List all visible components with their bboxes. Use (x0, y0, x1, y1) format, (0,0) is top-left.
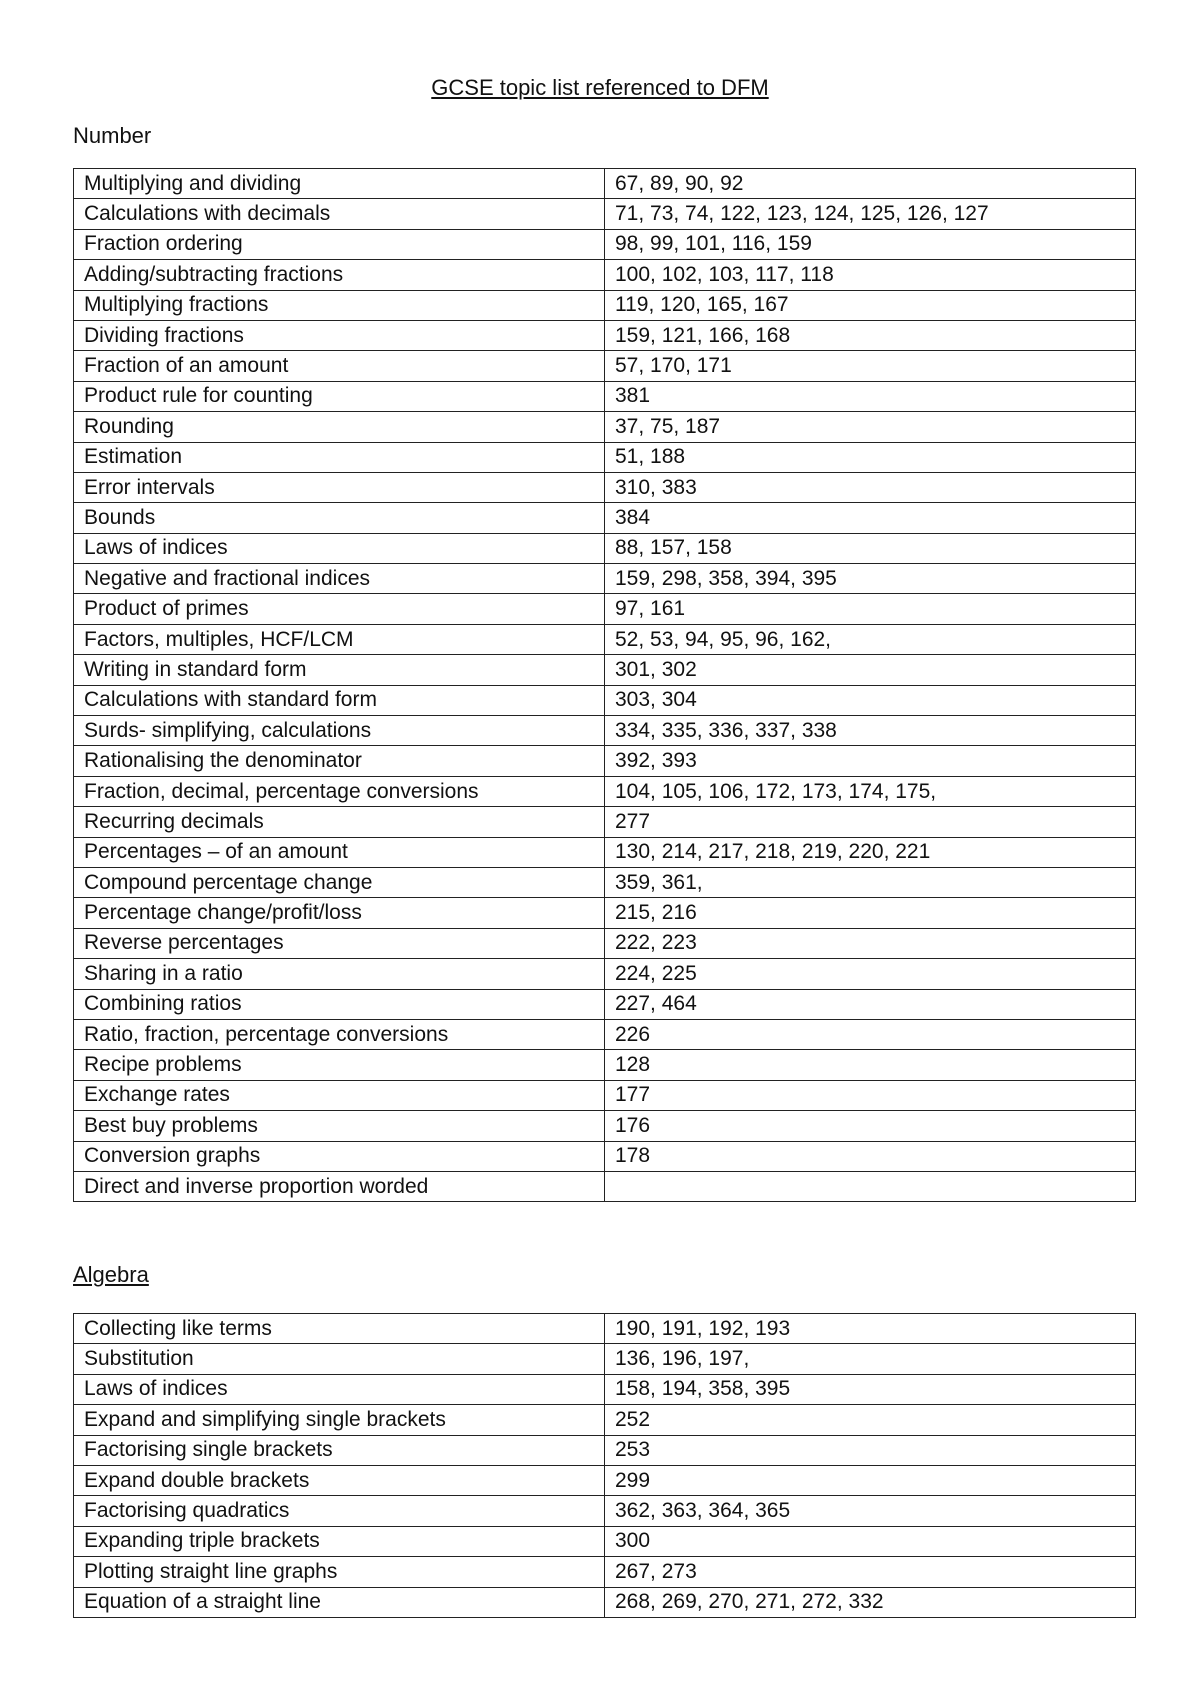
number-table-body (74, 169, 1136, 1202)
algebra-topic-table (73, 1313, 1136, 1618)
reference-cell: 215, 216 (605, 898, 1136, 928)
page-title: GCSE topic list referenced to DFM (431, 75, 769, 100)
topic-cell: Product of primes (74, 594, 605, 624)
table-row (74, 837, 1136, 867)
reference-cell: 52, 53, 94, 95, 96, 162, (605, 624, 1136, 654)
reference-cell: 88, 157, 158 (605, 533, 1136, 563)
table-row (74, 1314, 1136, 1344)
topic-cell: Multiplying and dividing (74, 169, 605, 199)
reference-cell (605, 1171, 1136, 1201)
reference-cell: 267, 273 (605, 1557, 1136, 1587)
topic-cell: Rationalising the denominator (74, 746, 605, 776)
reference-cell: 268, 269, 270, 271, 272, 332 (605, 1587, 1136, 1617)
table-row (74, 1080, 1136, 1110)
table-row (74, 1496, 1136, 1526)
table-row (74, 1050, 1136, 1080)
table-row (74, 594, 1136, 624)
table-row (74, 867, 1136, 897)
reference-cell: 190, 191, 192, 193 (605, 1314, 1136, 1344)
table-row (74, 351, 1136, 381)
topic-cell: Compound percentage change (74, 867, 605, 897)
table-row (74, 1374, 1136, 1404)
reference-cell: 57, 170, 171 (605, 351, 1136, 381)
reference-cell: 128 (605, 1050, 1136, 1080)
topic-cell: Exchange rates (74, 1080, 605, 1110)
reference-cell: 98, 99, 101, 116, 159 (605, 229, 1136, 259)
reference-cell: 51, 188 (605, 442, 1136, 472)
topic-cell: Bounds (74, 503, 605, 533)
topic-cell: Surds- simplifying, calculations (74, 716, 605, 746)
topic-cell: Best buy problems (74, 1111, 605, 1141)
reference-cell: 37, 75, 187 (605, 412, 1136, 442)
table-row (74, 381, 1136, 411)
topic-cell: Fraction of an amount (74, 351, 605, 381)
table-row (74, 746, 1136, 776)
table-row (74, 1587, 1136, 1617)
topic-cell: Direct and inverse proportion worded (74, 1171, 605, 1201)
topic-cell: Laws of indices (74, 533, 605, 563)
topic-cell: Percentages – of an amount (74, 837, 605, 867)
reference-cell: 177 (605, 1080, 1136, 1110)
topic-cell: Fraction ordering (74, 229, 605, 259)
topic-cell: Fraction, decimal, percentage conversions (74, 776, 605, 806)
table-row (74, 1344, 1136, 1374)
reference-cell: 226 (605, 1019, 1136, 1049)
topic-cell: Expand and simplifying single brackets (74, 1405, 605, 1435)
topic-cell: Calculations with decimals (74, 199, 605, 229)
reference-cell: 104, 105, 106, 172, 173, 174, 175, (605, 776, 1136, 806)
table-row (74, 1405, 1136, 1435)
table-row (74, 229, 1136, 259)
table-row (74, 716, 1136, 746)
reference-cell: 303, 304 (605, 685, 1136, 715)
reference-cell: 299 (605, 1465, 1136, 1495)
table-row (74, 199, 1136, 229)
reference-cell: 384 (605, 503, 1136, 533)
topic-cell: Dividing fractions (74, 320, 605, 350)
table-row (74, 1526, 1136, 1556)
topic-cell: Expand double brackets (74, 1465, 605, 1495)
reference-cell: 159, 121, 166, 168 (605, 320, 1136, 350)
topic-cell: Equation of a straight line (74, 1587, 605, 1617)
table-row (74, 807, 1136, 837)
section-heading-algebra: Algebra (73, 1262, 149, 1287)
topic-cell: Error intervals (74, 472, 605, 502)
table-row (74, 1465, 1136, 1495)
table-row (74, 1019, 1136, 1049)
table-row (74, 533, 1136, 563)
table-row (74, 685, 1136, 715)
table-row (74, 655, 1136, 685)
topic-cell: Combining ratios (74, 989, 605, 1019)
table-row (74, 320, 1136, 350)
topic-cell: Percentage change/profit/loss (74, 898, 605, 928)
table-row (74, 1557, 1136, 1587)
topic-cell: Expanding triple brackets (74, 1526, 605, 1556)
reference-cell: 136, 196, 197, (605, 1344, 1136, 1374)
reference-cell: 301, 302 (605, 655, 1136, 685)
table-row (74, 412, 1136, 442)
reference-cell: 100, 102, 103, 117, 118 (605, 260, 1136, 290)
table-row (74, 260, 1136, 290)
reference-cell: 310, 383 (605, 472, 1136, 502)
topic-cell: Product rule for counting (74, 381, 605, 411)
topic-cell: Factors, multiples, HCF/LCM (74, 624, 605, 654)
reference-cell: 392, 393 (605, 746, 1136, 776)
topic-cell: Plotting straight line graphs (74, 1557, 605, 1587)
topic-cell: Laws of indices (74, 1374, 605, 1404)
table-row (74, 1435, 1136, 1465)
topic-cell: Writing in standard form (74, 655, 605, 685)
table-row (74, 959, 1136, 989)
topic-cell: Recurring decimals (74, 807, 605, 837)
algebra-table-body (74, 1314, 1136, 1618)
reference-cell: 119, 120, 165, 167 (605, 290, 1136, 320)
table-row (74, 898, 1136, 928)
topic-cell: Factorising quadratics (74, 1496, 605, 1526)
table-row (74, 1111, 1136, 1141)
reference-cell: 67, 89, 90, 92 (605, 169, 1136, 199)
reference-cell: 130, 214, 217, 218, 219, 220, 221 (605, 837, 1136, 867)
reference-cell: 159, 298, 358, 394, 395 (605, 564, 1136, 594)
reference-cell: 381 (605, 381, 1136, 411)
reference-cell: 359, 361, (605, 867, 1136, 897)
section-heading-number: Number (73, 123, 152, 148)
reference-cell: 158, 194, 358, 395 (605, 1374, 1136, 1404)
topic-cell: Conversion graphs (74, 1141, 605, 1171)
table-row (74, 169, 1136, 199)
topic-cell: Reverse percentages (74, 928, 605, 958)
reference-cell: 224, 225 (605, 959, 1136, 989)
topic-cell: Calculations with standard form (74, 685, 605, 715)
table-row (74, 290, 1136, 320)
reference-cell: 97, 161 (605, 594, 1136, 624)
reference-cell: 252 (605, 1405, 1136, 1435)
table-row (74, 503, 1136, 533)
reference-cell: 334, 335, 336, 337, 338 (605, 716, 1136, 746)
reference-cell: 71, 73, 74, 122, 123, 124, 125, 126, 127 (605, 199, 1136, 229)
table-row (74, 472, 1136, 502)
topic-cell: Substitution (74, 1344, 605, 1374)
table-row (74, 928, 1136, 958)
reference-cell: 362, 363, 364, 365 (605, 1496, 1136, 1526)
topic-cell: Negative and fractional indices (74, 564, 605, 594)
table-row (74, 442, 1136, 472)
reference-cell: 227, 464 (605, 989, 1136, 1019)
reference-cell: 176 (605, 1111, 1136, 1141)
topic-cell: Sharing in a ratio (74, 959, 605, 989)
topic-cell: Ratio, fraction, percentage conversions (74, 1019, 605, 1049)
table-row (74, 564, 1136, 594)
table-row (74, 989, 1136, 1019)
topic-cell: Estimation (74, 442, 605, 472)
topic-cell: Multiplying fractions (74, 290, 605, 320)
topic-cell: Rounding (74, 412, 605, 442)
table-row (74, 1141, 1136, 1171)
table-row (74, 1171, 1136, 1201)
table-row (74, 776, 1136, 806)
reference-cell: 300 (605, 1526, 1136, 1556)
topic-cell: Collecting like terms (74, 1314, 605, 1344)
reference-cell: 253 (605, 1435, 1136, 1465)
table-row (74, 624, 1136, 654)
number-topic-table (73, 168, 1136, 1202)
reference-cell: 178 (605, 1141, 1136, 1171)
topic-cell: Adding/subtracting fractions (74, 260, 605, 290)
topic-cell: Recipe problems (74, 1050, 605, 1080)
reference-cell: 277 (605, 807, 1136, 837)
topic-cell: Factorising single brackets (74, 1435, 605, 1465)
reference-cell: 222, 223 (605, 928, 1136, 958)
